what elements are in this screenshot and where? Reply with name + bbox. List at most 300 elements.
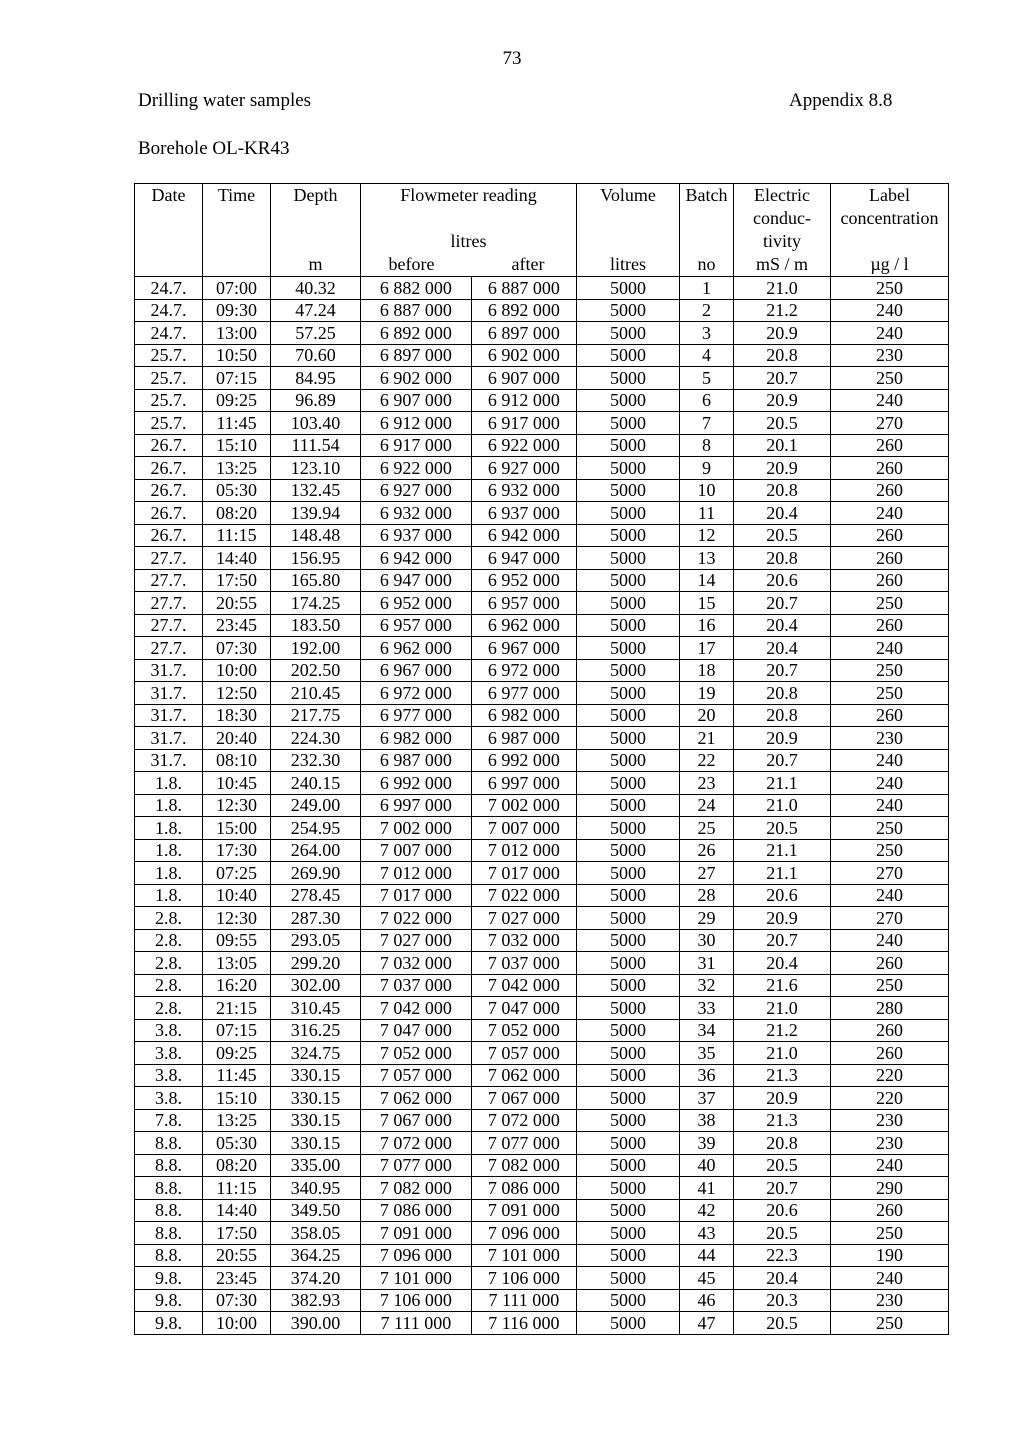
volume-cell: 5000 [577,1042,680,1065]
flow-after-cell: 6 952 000 [471,569,576,592]
batch-cell: 14 [680,569,734,592]
time-cell: 11:15 [203,524,271,547]
flow-after-cell: 6 917 000 [471,412,576,435]
depth-cell: 156.95 [271,547,361,570]
conductivity-cell: 20.7 [734,592,831,615]
batch-cell: 46 [680,1289,734,1312]
depth-cell: 148.48 [271,524,361,547]
depth-cell: 232.30 [271,749,361,772]
depth-cell: 335.00 [271,1154,361,1177]
date-cell: 27.7. [135,569,203,592]
date-cell: 24.7. [135,299,203,322]
conductivity-cell: 20.7 [734,659,831,682]
batch-cell: 47 [680,1312,734,1335]
table-row [135,749,949,772]
volume-cell: 5000 [577,952,680,975]
conductivity-cell: 20.5 [734,1154,831,1177]
batch-cell: 44 [680,1244,734,1267]
date-cell: 3.8. [135,1064,203,1087]
table-row [135,322,949,345]
label-concentration-cell: 260 [831,434,949,457]
table-body [135,277,949,1335]
header-batch: Batch no [680,184,734,277]
volume-unit: litres [610,254,646,274]
date-cell: 25.7. [135,389,203,412]
table-row [135,1064,949,1087]
flow-after-cell: 7 017 000 [471,862,576,885]
batch-cell: 36 [680,1064,734,1087]
time-cell: 11:45 [203,412,271,435]
volume-cell: 5000 [577,794,680,817]
document-title: Drilling water samples [138,90,312,111]
flow-before-cell: 7 022 000 [361,907,472,930]
borehole-label: Borehole OL-KR43 [138,138,290,159]
table-row [135,997,949,1020]
table-row [135,569,949,592]
date-cell: 8.8. [135,1244,203,1267]
conductivity-cell: 20.7 [734,929,831,952]
volume-cell: 5000 [577,277,680,300]
date-cell: 2.8. [135,929,203,952]
conductivity-cell: 21.0 [734,794,831,817]
depth-cell: 254.95 [271,817,361,840]
table-row [135,1199,949,1222]
table-row [135,1222,949,1245]
depth-cell: 240.15 [271,772,361,795]
flow-after-cell: 7 091 000 [471,1199,576,1222]
conductivity-cell: 21.0 [734,1042,831,1065]
conductivity-cell: 21.1 [734,772,831,795]
depth-cell: 349.50 [271,1199,361,1222]
batch-cell: 9 [680,457,734,480]
flow-before-cell: 6 977 000 [361,704,472,727]
flow-before-cell: 7 067 000 [361,1109,472,1132]
flow-before-cell: 7 072 000 [361,1132,472,1155]
conductivity-cell: 20.9 [734,389,831,412]
label-concentration-cell: 260 [831,547,949,570]
depth-cell: 132.45 [271,479,361,502]
label-concentration-cell: 260 [831,1042,949,1065]
flow-after-cell: 6 887 000 [471,277,576,300]
time-cell: 07:30 [203,637,271,660]
date-cell: 26.7. [135,457,203,480]
volume-cell: 5000 [577,1132,680,1155]
depth-cell: 382.93 [271,1289,361,1312]
volume-cell: 5000 [577,682,680,705]
label-concentration-cell: 270 [831,907,949,930]
conductivity-cell: 20.7 [734,1177,831,1200]
time-cell: 23:45 [203,1267,271,1290]
date-cell: 8.8. [135,1132,203,1155]
flow-after-cell: 6 942 000 [471,524,576,547]
depth-cell: 390.00 [271,1312,361,1335]
flow-before-cell: 6 892 000 [361,322,472,345]
flow-after-cell: 6 912 000 [471,389,576,412]
volume-cell: 5000 [577,1244,680,1267]
batch-cell: 25 [680,817,734,840]
conductivity-cell: 20.6 [734,1199,831,1222]
flow-after-cell: 6 987 000 [471,727,576,750]
conductivity-cell: 20.8 [734,479,831,502]
time-cell: 07:15 [203,367,271,390]
batch-cell: 19 [680,682,734,705]
flow-before-cell: 7 047 000 [361,1019,472,1042]
label-concentration-cell: 250 [831,592,949,615]
date-cell: 25.7. [135,344,203,367]
flow-after-cell: 6 897 000 [471,322,576,345]
table-row [135,502,949,525]
depth-cell: 96.89 [271,389,361,412]
header-before: before [388,254,435,274]
flow-after-cell: 7 062 000 [471,1064,576,1087]
batch-cell: 29 [680,907,734,930]
depth-cell: 364.25 [271,1244,361,1267]
volume-cell: 5000 [577,704,680,727]
conductivity-cell: 21.0 [734,277,831,300]
batch-cell: 39 [680,1132,734,1155]
header-label-concentration: Label concentration µg / l [831,184,949,277]
depth-cell: 84.95 [271,367,361,390]
volume-cell: 5000 [577,1154,680,1177]
conductivity-cell: 20.4 [734,502,831,525]
time-cell: 09:25 [203,1042,271,1065]
flow-before-cell: 7 101 000 [361,1267,472,1290]
flow-after-cell: 6 932 000 [471,479,576,502]
date-cell: 25.7. [135,367,203,390]
date-cell: 26.7. [135,502,203,525]
table-row [135,1267,949,1290]
label-concentration-cell: 240 [831,772,949,795]
time-cell: 14:40 [203,1199,271,1222]
depth-cell: 249.00 [271,794,361,817]
date-cell: 27.7. [135,614,203,637]
batch-cell: 13 [680,547,734,570]
conductivity-cell: 20.5 [734,817,831,840]
time-cell: 08:10 [203,749,271,772]
volume-cell: 5000 [577,1267,680,1290]
flow-after-cell: 7 022 000 [471,884,576,907]
time-cell: 17:50 [203,1222,271,1245]
volume-cell: 5000 [577,862,680,885]
label-concentration-cell: 260 [831,614,949,637]
time-cell: 10:50 [203,344,271,367]
depth-cell: 299.20 [271,952,361,975]
conductivity-cell: 20.5 [734,1312,831,1335]
time-cell: 16:20 [203,974,271,997]
volume-cell: 5000 [577,659,680,682]
flow-after-cell: 7 027 000 [471,907,576,930]
flow-after-cell: 7 057 000 [471,1042,576,1065]
flow-before-cell: 6 997 000 [361,794,472,817]
volume-cell: 5000 [577,1222,680,1245]
flow-before-cell: 6 947 000 [361,569,472,592]
conductivity-cell: 21.3 [734,1064,831,1087]
table-row [135,344,949,367]
label-concentration-cell: 260 [831,457,949,480]
label-concentration-cell: 270 [831,412,949,435]
batch-cell: 21 [680,727,734,750]
date-cell: 25.7. [135,412,203,435]
label-unit: µg / l [870,254,909,274]
label-concentration-cell: 220 [831,1087,949,1110]
flow-after-cell: 6 947 000 [471,547,576,570]
label-concentration-cell: 190 [831,1244,949,1267]
flow-before-cell: 6 922 000 [361,457,472,480]
conductivity-cell: 20.8 [734,704,831,727]
time-cell: 10:00 [203,659,271,682]
date-cell: 26.7. [135,524,203,547]
volume-cell: 5000 [577,1312,680,1335]
flow-after-cell: 7 052 000 [471,1019,576,1042]
time-cell: 13:25 [203,1109,271,1132]
depth-cell: 165.80 [271,569,361,592]
label-concentration-cell: 260 [831,704,949,727]
batch-cell: 6 [680,389,734,412]
volume-cell: 5000 [577,389,680,412]
conductivity-cell: 20.4 [734,1267,831,1290]
flow-before-cell: 7 052 000 [361,1042,472,1065]
depth-cell: 103.40 [271,412,361,435]
conductivity-cell: 20.7 [734,367,831,390]
label-concentration-cell: 270 [831,862,949,885]
depth-cell: 358.05 [271,1222,361,1245]
flow-after-cell: 7 077 000 [471,1132,576,1155]
date-cell: 3.8. [135,1087,203,1110]
depth-cell: 302.00 [271,974,361,997]
batch-cell: 18 [680,659,734,682]
date-cell: 1.8. [135,862,203,885]
flow-after-cell: 7 086 000 [471,1177,576,1200]
table-row [135,929,949,952]
flow-after-cell: 7 096 000 [471,1222,576,1245]
time-cell: 15:10 [203,1087,271,1110]
table-row [135,1042,949,1065]
flow-after-cell: 7 101 000 [471,1244,576,1267]
time-cell: 14:40 [203,547,271,570]
batch-cell: 23 [680,772,734,795]
flow-before-cell: 7 007 000 [361,839,472,862]
flow-after-cell: 6 982 000 [471,704,576,727]
depth-cell: 174.25 [271,592,361,615]
flow-after-cell: 6 892 000 [471,299,576,322]
time-cell: 15:00 [203,817,271,840]
time-cell: 10:45 [203,772,271,795]
table-row [135,277,949,300]
date-cell: 9.8. [135,1312,203,1335]
time-cell: 20:40 [203,727,271,750]
conductivity-cell: 20.8 [734,344,831,367]
date-cell: 3.8. [135,1042,203,1065]
table-row [135,1019,949,1042]
label-concentration-cell: 250 [831,277,949,300]
header-depth: Depth m [271,184,361,277]
page-number: 73 [502,48,522,69]
table-row [135,1177,949,1200]
label-concentration-cell: 260 [831,1019,949,1042]
batch-cell: 12 [680,524,734,547]
time-cell: 10:00 [203,1312,271,1335]
flow-before-cell: 6 907 000 [361,389,472,412]
flow-before-cell: 6 912 000 [361,412,472,435]
flow-after-cell: 7 002 000 [471,794,576,817]
date-cell: 26.7. [135,434,203,457]
flow-after-cell: 6 997 000 [471,772,576,795]
flow-after-cell: 7 106 000 [471,1267,576,1290]
batch-cell: 37 [680,1087,734,1110]
batch-cell: 34 [680,1019,734,1042]
date-cell: 24.7. [135,322,203,345]
conductivity-cell: 21.1 [734,839,831,862]
date-cell: 7.8. [135,1109,203,1132]
flow-after-cell: 6 992 000 [471,749,576,772]
label-concentration-cell: 240 [831,299,949,322]
label-concentration-cell: 230 [831,1132,949,1155]
batch-cell: 45 [680,1267,734,1290]
flow-before-cell: 6 937 000 [361,524,472,547]
flow-before-cell: 6 897 000 [361,344,472,367]
flow-before-cell: 7 082 000 [361,1177,472,1200]
flow-before-cell: 6 927 000 [361,479,472,502]
flow-after-cell: 6 937 000 [471,502,576,525]
label-concentration-cell: 240 [831,637,949,660]
volume-cell: 5000 [577,1199,680,1222]
flow-before-cell: 6 917 000 [361,434,472,457]
label-concentration-cell: 240 [831,322,949,345]
batch-cell: 24 [680,794,734,817]
flow-before-cell: 7 086 000 [361,1199,472,1222]
flow-after-cell: 7 082 000 [471,1154,576,1177]
time-cell: 08:20 [203,502,271,525]
volume-cell: 5000 [577,637,680,660]
volume-cell: 5000 [577,434,680,457]
label-concentration-cell: 260 [831,569,949,592]
date-cell: 8.8. [135,1154,203,1177]
time-cell: 12:50 [203,682,271,705]
header-conductivity: Electric conduc- tivity mS / m [734,184,831,277]
flowmeter-unit: litres [450,231,487,251]
conductivity-cell: 20.9 [734,322,831,345]
batch-cell: 1 [680,277,734,300]
table-row [135,524,949,547]
table-row [135,1154,949,1177]
batch-cell: 15 [680,592,734,615]
label-concentration-cell: 240 [831,884,949,907]
flow-after-cell: 7 116 000 [471,1312,576,1335]
conductivity-cell: 20.3 [734,1289,831,1312]
volume-cell: 5000 [577,884,680,907]
label-concentration-cell: 230 [831,1109,949,1132]
volume-cell: 5000 [577,322,680,345]
depth-cell: 217.75 [271,704,361,727]
time-cell: 12:30 [203,907,271,930]
flow-before-cell: 6 967 000 [361,659,472,682]
appendix-label: Appendix 8.8 [789,90,893,111]
batch-cell: 43 [680,1222,734,1245]
volume-cell: 5000 [577,839,680,862]
label-concentration-cell: 240 [831,502,949,525]
conductivity-cell: 20.6 [734,569,831,592]
flow-after-cell: 7 012 000 [471,839,576,862]
batch-cell: 42 [680,1199,734,1222]
flow-after-cell: 7 007 000 [471,817,576,840]
label-concentration-cell: 260 [831,524,949,547]
batch-cell: 5 [680,367,734,390]
label-concentration-cell: 260 [831,952,949,975]
table-row [135,614,949,637]
conductivity-cell: 20.8 [734,1132,831,1155]
time-cell: 12:30 [203,794,271,817]
flow-after-cell: 7 067 000 [471,1087,576,1110]
conductivity-cell: 20.9 [734,1087,831,1110]
volume-cell: 5000 [577,772,680,795]
depth-cell: 330.15 [271,1087,361,1110]
table-row [135,1289,949,1312]
date-cell: 3.8. [135,1019,203,1042]
table-row [135,547,949,570]
volume-cell: 5000 [577,569,680,592]
table-row [135,974,949,997]
flow-before-cell: 6 987 000 [361,749,472,772]
depth-cell: 40.32 [271,277,361,300]
date-cell: 31.7. [135,682,203,705]
volume-cell: 5000 [577,907,680,930]
header-row [135,184,949,277]
flow-before-cell: 7 077 000 [361,1154,472,1177]
flow-before-cell: 6 962 000 [361,637,472,660]
conductivity-cell: 20.6 [734,884,831,907]
time-cell: 11:45 [203,1064,271,1087]
flow-before-cell: 6 882 000 [361,277,472,300]
table-row [135,1109,949,1132]
drilling-water-table [134,183,949,1335]
label-concentration-cell: 240 [831,929,949,952]
conductivity-cell: 20.5 [734,524,831,547]
time-cell: 07:15 [203,1019,271,1042]
label-concentration-cell: 250 [831,367,949,390]
flow-before-cell: 6 982 000 [361,727,472,750]
conductivity-cell: 21.3 [734,1109,831,1132]
date-cell: 8.8. [135,1199,203,1222]
flow-after-cell: 6 922 000 [471,434,576,457]
date-cell: 31.7. [135,727,203,750]
label-concentration-cell: 260 [831,1199,949,1222]
flow-before-cell: 7 091 000 [361,1222,472,1245]
label-concentration-cell: 260 [831,479,949,502]
batch-cell: 8 [680,434,734,457]
label-concentration-cell: 240 [831,389,949,412]
flow-after-cell: 7 042 000 [471,974,576,997]
batch-cell: 38 [680,1109,734,1132]
depth-cell: 340.95 [271,1177,361,1200]
label-concentration-cell: 250 [831,974,949,997]
depth-cell: 202.50 [271,659,361,682]
label-concentration-cell: 250 [831,682,949,705]
volume-cell: 5000 [577,1109,680,1132]
volume-cell: 5000 [577,299,680,322]
batch-unit: no [697,254,716,274]
conductivity-cell: 21.0 [734,997,831,1020]
date-cell: 31.7. [135,749,203,772]
label-concentration-cell: 290 [831,1177,949,1200]
table-row [135,389,949,412]
time-cell: 13:05 [203,952,271,975]
time-cell: 21:15 [203,997,271,1020]
date-cell: 1.8. [135,794,203,817]
label-concentration-cell: 250 [831,839,949,862]
depth-cell: 57.25 [271,322,361,345]
flow-before-cell: 7 106 000 [361,1289,472,1312]
date-cell: 2.8. [135,974,203,997]
